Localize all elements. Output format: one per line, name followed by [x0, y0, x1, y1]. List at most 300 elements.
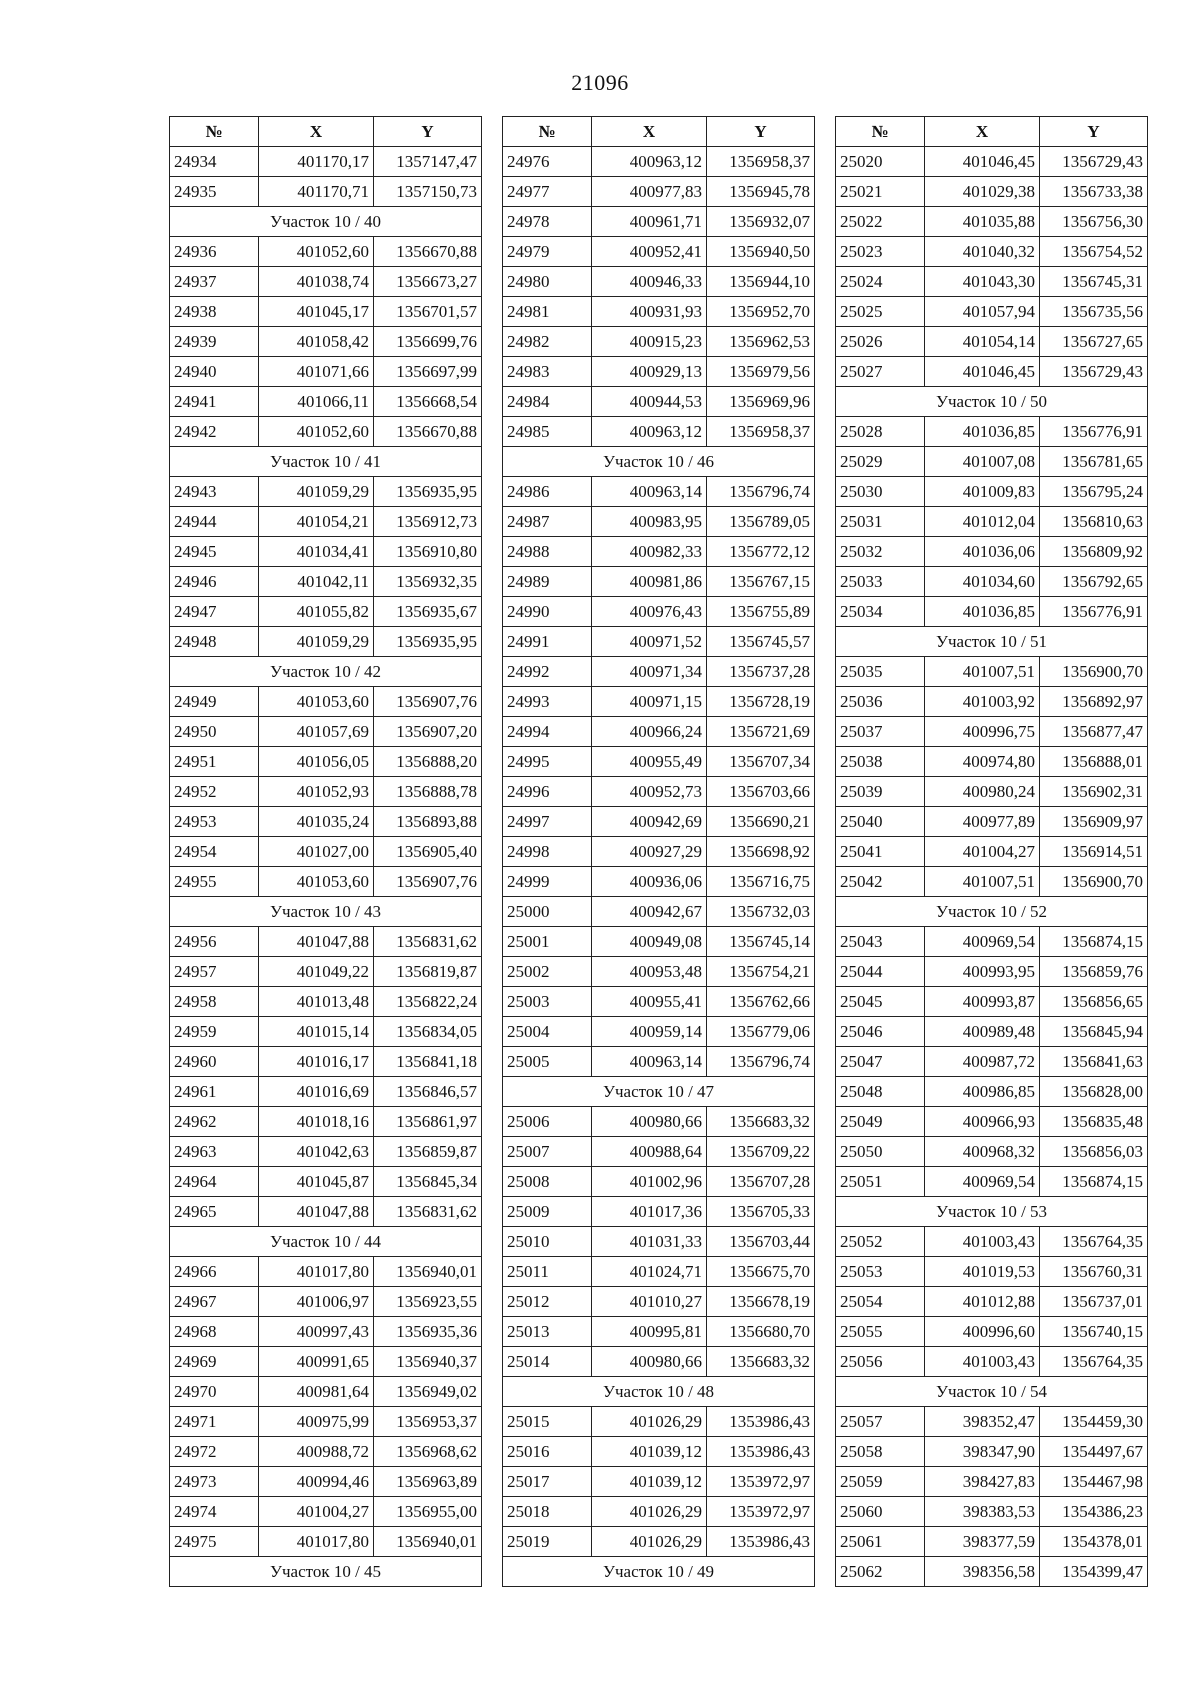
x-coordinate-cell: 401017,80: [259, 1527, 374, 1557]
x-coordinate-cell: 401042,63: [259, 1137, 374, 1167]
x-coordinate-cell: 401059,29: [259, 477, 374, 507]
table-row: [170, 507, 482, 537]
point-number-cell: 24949: [170, 687, 259, 717]
table-row: [836, 1497, 1148, 1527]
section-title: Участок 10 / 41: [170, 447, 482, 477]
table-row: [170, 177, 482, 207]
y-coordinate-cell: 1353972,97: [707, 1497, 815, 1527]
section-title: Участок 10 / 45: [170, 1557, 482, 1587]
x-coordinate-cell: 401170,71: [259, 177, 374, 207]
x-coordinate-cell: 398383,53: [925, 1497, 1040, 1527]
table-row: [503, 1317, 815, 1347]
point-number-cell: 25058: [836, 1437, 925, 1467]
y-coordinate-cell: 1356762,66: [707, 987, 815, 1017]
table-row: [503, 1527, 815, 1557]
y-coordinate-cell: 1353986,43: [707, 1527, 815, 1557]
y-coordinate-cell: 1356861,97: [374, 1107, 482, 1137]
x-coordinate-cell: 401012,04: [925, 507, 1040, 537]
table-row: [170, 867, 482, 897]
y-coordinate-cell: 1356874,15: [1040, 1167, 1148, 1197]
y-coordinate-cell: 1356776,91: [1040, 597, 1148, 627]
table-row: [836, 237, 1148, 267]
column-header-number: №: [836, 117, 925, 147]
x-coordinate-cell: 400989,48: [925, 1017, 1040, 1047]
y-coordinate-cell: 1356902,31: [1040, 777, 1148, 807]
table-row: [170, 417, 482, 447]
y-coordinate-cell: 1356721,69: [707, 717, 815, 747]
y-coordinate-cell: 1356935,95: [374, 477, 482, 507]
table-row: [836, 1077, 1148, 1107]
point-number-cell: 25029: [836, 447, 925, 477]
point-number-cell: 24939: [170, 327, 259, 357]
table-row: [503, 957, 815, 987]
point-number-cell: 25048: [836, 1077, 925, 1107]
y-coordinate-cell: 1356831,62: [374, 927, 482, 957]
section-title: Участок 10 / 44: [170, 1227, 482, 1257]
y-coordinate-cell: 1357147,47: [374, 147, 482, 177]
point-number-cell: 24989: [503, 567, 592, 597]
point-number-cell: 25011: [503, 1257, 592, 1287]
y-coordinate-cell: 1356831,62: [374, 1197, 482, 1227]
table-row: [503, 1017, 815, 1047]
table-row: [170, 597, 482, 627]
y-coordinate-cell: 1356940,50: [707, 237, 815, 267]
point-number-cell: 24960: [170, 1047, 259, 1077]
table-row: [503, 177, 815, 207]
x-coordinate-cell: 400963,14: [592, 477, 707, 507]
point-number-cell: 25052: [836, 1227, 925, 1257]
x-coordinate-cell: 401026,29: [592, 1527, 707, 1557]
x-coordinate-cell: 401017,36: [592, 1197, 707, 1227]
coordinates-table-3: [835, 116, 1148, 1587]
x-coordinate-cell: 401052,60: [259, 417, 374, 447]
table-row: [503, 1437, 815, 1467]
table-row: [836, 1347, 1148, 1377]
y-coordinate-cell: 1356683,32: [707, 1347, 815, 1377]
point-number-cell: 24967: [170, 1287, 259, 1317]
x-coordinate-cell: 401040,32: [925, 237, 1040, 267]
x-coordinate-cell: 401071,66: [259, 357, 374, 387]
point-number-cell: 24998: [503, 837, 592, 867]
table-row: [170, 1257, 482, 1287]
x-coordinate-cell: 401035,88: [925, 207, 1040, 237]
y-coordinate-cell: 1357150,73: [374, 177, 482, 207]
table-row: [836, 987, 1148, 1017]
x-coordinate-cell: 401007,51: [925, 657, 1040, 687]
table-row: [836, 1557, 1148, 1587]
y-coordinate-cell: 1356673,27: [374, 267, 482, 297]
point-number-cell: 25000: [503, 897, 592, 927]
y-coordinate-cell: 1356932,35: [374, 567, 482, 597]
x-coordinate-cell: 401045,17: [259, 297, 374, 327]
x-coordinate-cell: 401012,88: [925, 1287, 1040, 1317]
x-coordinate-cell: 400993,95: [925, 957, 1040, 987]
table-row: [503, 1347, 815, 1377]
section-title: Участок 10 / 48: [503, 1377, 815, 1407]
table-row: [170, 987, 482, 1017]
y-coordinate-cell: 1356968,62: [374, 1437, 482, 1467]
x-coordinate-cell: 398352,47: [925, 1407, 1040, 1437]
section-row: [503, 1377, 815, 1407]
point-number-cell: 25031: [836, 507, 925, 537]
table-row: [503, 1287, 815, 1317]
y-coordinate-cell: 1354378,01: [1040, 1527, 1148, 1557]
y-coordinate-cell: 1356935,95: [374, 627, 482, 657]
table-row: [170, 297, 482, 327]
table-row: [836, 507, 1148, 537]
point-number-cell: 25015: [503, 1407, 592, 1437]
x-coordinate-cell: 401035,24: [259, 807, 374, 837]
point-number-cell: 25046: [836, 1017, 925, 1047]
y-coordinate-cell: 1356678,19: [707, 1287, 815, 1317]
y-coordinate-cell: 1356945,78: [707, 177, 815, 207]
x-coordinate-cell: 401015,14: [259, 1017, 374, 1047]
y-coordinate-cell: 1356707,34: [707, 747, 815, 777]
y-coordinate-cell: 1356940,01: [374, 1527, 482, 1557]
x-coordinate-cell: 400942,67: [592, 897, 707, 927]
point-number-cell: 25042: [836, 867, 925, 897]
table-row: [503, 657, 815, 687]
y-coordinate-cell: 1356732,03: [707, 897, 815, 927]
y-coordinate-cell: 1356907,76: [374, 867, 482, 897]
y-coordinate-cell: 1354459,30: [1040, 1407, 1148, 1437]
x-coordinate-cell: 400936,06: [592, 867, 707, 897]
table-row: [836, 177, 1148, 207]
table-row: [170, 327, 482, 357]
y-coordinate-cell: 1356754,21: [707, 957, 815, 987]
table-row: [836, 777, 1148, 807]
y-coordinate-cell: 1356670,88: [374, 417, 482, 447]
point-number-cell: 24942: [170, 417, 259, 447]
x-coordinate-cell: 400971,34: [592, 657, 707, 687]
table-row: [503, 597, 815, 627]
table-row: [836, 207, 1148, 237]
point-number-cell: 24978: [503, 207, 592, 237]
x-coordinate-cell: 398377,59: [925, 1527, 1040, 1557]
y-coordinate-cell: 1356754,52: [1040, 237, 1148, 267]
point-number-cell: 25022: [836, 207, 925, 237]
section-row: [170, 1227, 482, 1257]
table-row: [170, 237, 482, 267]
point-number-cell: 24969: [170, 1347, 259, 1377]
y-coordinate-cell: 1356822,24: [374, 987, 482, 1017]
x-coordinate-cell: 400953,48: [592, 957, 707, 987]
x-coordinate-cell: 398356,58: [925, 1557, 1040, 1587]
x-coordinate-cell: 400944,53: [592, 387, 707, 417]
y-coordinate-cell: 1353972,97: [707, 1467, 815, 1497]
point-number-cell: 25030: [836, 477, 925, 507]
y-coordinate-cell: 1356963,89: [374, 1467, 482, 1497]
x-coordinate-cell: 401006,97: [259, 1287, 374, 1317]
point-number-cell: 25039: [836, 777, 925, 807]
table-row: [170, 777, 482, 807]
point-number-cell: 25026: [836, 327, 925, 357]
section-row: [503, 1077, 815, 1107]
x-coordinate-cell: 401004,27: [259, 1497, 374, 1527]
table-row: [170, 1077, 482, 1107]
point-number-cell: 24987: [503, 507, 592, 537]
table-row: [503, 747, 815, 777]
table-row: [170, 1407, 482, 1437]
y-coordinate-cell: 1356979,56: [707, 357, 815, 387]
x-coordinate-cell: 400927,29: [592, 837, 707, 867]
table-row: [170, 1527, 482, 1557]
y-coordinate-cell: 1356668,54: [374, 387, 482, 417]
point-number-cell: 24995: [503, 747, 592, 777]
point-number-cell: 24966: [170, 1257, 259, 1287]
y-coordinate-cell: 1356733,38: [1040, 177, 1148, 207]
point-number-cell: 25041: [836, 837, 925, 867]
y-coordinate-cell: 1356958,37: [707, 147, 815, 177]
point-number-cell: 25054: [836, 1287, 925, 1317]
table-row: [170, 477, 482, 507]
x-coordinate-cell: 401009,83: [925, 477, 1040, 507]
y-coordinate-cell: 1356910,80: [374, 537, 482, 567]
x-coordinate-cell: 400983,95: [592, 507, 707, 537]
section-title: Участок 10 / 51: [836, 627, 1148, 657]
y-coordinate-cell: 1356776,91: [1040, 417, 1148, 447]
y-coordinate-cell: 1356914,51: [1040, 837, 1148, 867]
table-row: [836, 1317, 1148, 1347]
point-number-cell: 25053: [836, 1257, 925, 1287]
point-number-cell: 25001: [503, 927, 592, 957]
point-number-cell: 24937: [170, 267, 259, 297]
point-number-cell: 24953: [170, 807, 259, 837]
table-row: [836, 297, 1148, 327]
table-row: [836, 537, 1148, 567]
y-coordinate-cell: 1356690,21: [707, 807, 815, 837]
x-coordinate-cell: 400963,14: [592, 1047, 707, 1077]
point-number-cell: 24959: [170, 1017, 259, 1047]
point-number-cell: 25025: [836, 297, 925, 327]
table-header-row: [503, 117, 815, 147]
y-coordinate-cell: 1356728,19: [707, 687, 815, 717]
x-coordinate-cell: 401043,30: [925, 267, 1040, 297]
column-header-y: Y: [1040, 117, 1148, 147]
point-number-cell: 25034: [836, 597, 925, 627]
x-coordinate-cell: 400931,93: [592, 297, 707, 327]
point-number-cell: 24997: [503, 807, 592, 837]
section-row: [503, 1557, 815, 1587]
y-coordinate-cell: 1356900,70: [1040, 657, 1148, 687]
x-coordinate-cell: 401045,87: [259, 1167, 374, 1197]
table-row: [170, 1017, 482, 1047]
point-number-cell: 25016: [503, 1437, 592, 1467]
table-row: [170, 1137, 482, 1167]
y-coordinate-cell: 1356949,02: [374, 1377, 482, 1407]
table-row: [170, 1047, 482, 1077]
point-number-cell: 24981: [503, 297, 592, 327]
x-coordinate-cell: 401054,14: [925, 327, 1040, 357]
x-coordinate-cell: 401007,08: [925, 447, 1040, 477]
point-number-cell: 24958: [170, 987, 259, 1017]
table-row: [836, 657, 1148, 687]
table-row: [170, 147, 482, 177]
x-coordinate-cell: 400969,54: [925, 1167, 1040, 1197]
x-coordinate-cell: 401058,42: [259, 327, 374, 357]
section-row: [836, 1197, 1148, 1227]
x-coordinate-cell: 401036,85: [925, 597, 1040, 627]
point-number-cell: 25008: [503, 1167, 592, 1197]
table-row: [503, 477, 815, 507]
x-coordinate-cell: 401038,74: [259, 267, 374, 297]
x-coordinate-cell: 400977,83: [592, 177, 707, 207]
y-coordinate-cell: 1356716,75: [707, 867, 815, 897]
x-coordinate-cell: 400955,41: [592, 987, 707, 1017]
y-coordinate-cell: 1356952,70: [707, 297, 815, 327]
y-coordinate-cell: 1356856,03: [1040, 1137, 1148, 1167]
section-row: [170, 447, 482, 477]
y-coordinate-cell: 1356893,88: [374, 807, 482, 837]
point-number-cell: 24979: [503, 237, 592, 267]
section-row: [836, 627, 1148, 657]
x-coordinate-cell: 400961,71: [592, 207, 707, 237]
table-row: [170, 1197, 482, 1227]
table-row: [836, 1167, 1148, 1197]
section-row: [836, 387, 1148, 417]
y-coordinate-cell: 1356745,57: [707, 627, 815, 657]
table-row: [836, 567, 1148, 597]
table-row: [170, 567, 482, 597]
table-row: [170, 1107, 482, 1137]
point-number-cell: 25027: [836, 357, 925, 387]
point-number-cell: 25024: [836, 267, 925, 297]
point-number-cell: 25061: [836, 1527, 925, 1557]
section-row: [170, 207, 482, 237]
y-coordinate-cell: 1356792,65: [1040, 567, 1148, 597]
table-row: [836, 357, 1148, 387]
point-number-cell: 24993: [503, 687, 592, 717]
x-coordinate-cell: 400963,12: [592, 147, 707, 177]
x-coordinate-cell: 401019,53: [925, 1257, 1040, 1287]
point-number-cell: 25040: [836, 807, 925, 837]
table-row: [503, 297, 815, 327]
table-row: [836, 1407, 1148, 1437]
y-coordinate-cell: 1356755,89: [707, 597, 815, 627]
point-number-cell: 24934: [170, 147, 259, 177]
point-number-cell: 25036: [836, 687, 925, 717]
x-coordinate-cell: 401034,60: [925, 567, 1040, 597]
x-coordinate-cell: 400971,52: [592, 627, 707, 657]
point-number-cell: 24976: [503, 147, 592, 177]
point-number-cell: 24936: [170, 237, 259, 267]
table-row: [503, 237, 815, 267]
table-row: [503, 777, 815, 807]
x-coordinate-cell: 401002,96: [592, 1167, 707, 1197]
point-number-cell: 25043: [836, 927, 925, 957]
table-row: [170, 1377, 482, 1407]
y-coordinate-cell: 1356907,76: [374, 687, 482, 717]
y-coordinate-cell: 1356955,00: [374, 1497, 482, 1527]
table-row: [170, 957, 482, 987]
table-row: [170, 1347, 482, 1377]
y-coordinate-cell: 1356737,01: [1040, 1287, 1148, 1317]
table-row: [503, 1107, 815, 1137]
y-coordinate-cell: 1354386,23: [1040, 1497, 1148, 1527]
x-coordinate-cell: 401046,45: [925, 147, 1040, 177]
page-number: 21096: [571, 70, 629, 95]
x-coordinate-cell: 401049,22: [259, 957, 374, 987]
point-number-cell: 25050: [836, 1137, 925, 1167]
point-number-cell: 24990: [503, 597, 592, 627]
table-header-row: [836, 117, 1148, 147]
y-coordinate-cell: 1356764,35: [1040, 1227, 1148, 1257]
y-coordinate-cell: 1356701,57: [374, 297, 482, 327]
table-row: [170, 837, 482, 867]
y-coordinate-cell: 1356781,65: [1040, 447, 1148, 477]
x-coordinate-cell: 401003,92: [925, 687, 1040, 717]
column-header-x: X: [925, 117, 1040, 147]
y-coordinate-cell: 1356683,32: [707, 1107, 815, 1137]
y-coordinate-cell: 1356841,18: [374, 1047, 482, 1077]
table-row: [836, 477, 1148, 507]
table-row: [503, 897, 815, 927]
section-title: Участок 10 / 52: [836, 897, 1148, 927]
point-number-cell: 25047: [836, 1047, 925, 1077]
point-number-cell: 24988: [503, 537, 592, 567]
table-row: [170, 1497, 482, 1527]
point-number-cell: 24992: [503, 657, 592, 687]
table-row: [503, 837, 815, 867]
column-header-x: X: [592, 117, 707, 147]
y-coordinate-cell: 1356935,36: [374, 1317, 482, 1347]
table-row: [503, 1137, 815, 1167]
table-row: [836, 147, 1148, 177]
column-header-number: №: [170, 117, 259, 147]
table-row: [836, 807, 1148, 837]
x-coordinate-cell: 400946,33: [592, 267, 707, 297]
table-row: [836, 837, 1148, 867]
y-coordinate-cell: 1356969,96: [707, 387, 815, 417]
x-coordinate-cell: 400994,46: [259, 1467, 374, 1497]
x-coordinate-cell: 401057,94: [925, 297, 1040, 327]
y-coordinate-cell: 1356772,12: [707, 537, 815, 567]
x-coordinate-cell: 400991,65: [259, 1347, 374, 1377]
point-number-cell: 24983: [503, 357, 592, 387]
table-row: [170, 1167, 482, 1197]
x-coordinate-cell: 401039,12: [592, 1467, 707, 1497]
table-row: [503, 1467, 815, 1497]
point-number-cell: 24945: [170, 537, 259, 567]
point-number-cell: 25033: [836, 567, 925, 597]
x-coordinate-cell: 400968,32: [925, 1137, 1040, 1167]
y-coordinate-cell: 1356900,70: [1040, 867, 1148, 897]
x-coordinate-cell: 400980,24: [925, 777, 1040, 807]
y-coordinate-cell: 1356779,06: [707, 1017, 815, 1047]
y-coordinate-cell: 1356828,00: [1040, 1077, 1148, 1107]
x-coordinate-cell: 398427,83: [925, 1467, 1040, 1497]
table-row: [836, 1257, 1148, 1287]
x-coordinate-cell: 401170,17: [259, 147, 374, 177]
y-coordinate-cell: 1356680,70: [707, 1317, 815, 1347]
table-row: [503, 1497, 815, 1527]
x-coordinate-cell: 400995,81: [592, 1317, 707, 1347]
y-coordinate-cell: 1356756,30: [1040, 207, 1148, 237]
x-coordinate-cell: 401029,38: [925, 177, 1040, 207]
table-row: [503, 207, 815, 237]
point-number-cell: 24973: [170, 1467, 259, 1497]
x-coordinate-cell: 400987,72: [925, 1047, 1040, 1077]
point-number-cell: 25006: [503, 1107, 592, 1137]
y-coordinate-cell: 1356940,01: [374, 1257, 482, 1287]
table-row: [503, 387, 815, 417]
point-number-cell: 24944: [170, 507, 259, 537]
x-coordinate-cell: 400955,49: [592, 747, 707, 777]
y-coordinate-cell: 1356958,37: [707, 417, 815, 447]
y-coordinate-cell: 1356845,34: [374, 1167, 482, 1197]
section-row: [503, 447, 815, 477]
table-row: [836, 1287, 1148, 1317]
